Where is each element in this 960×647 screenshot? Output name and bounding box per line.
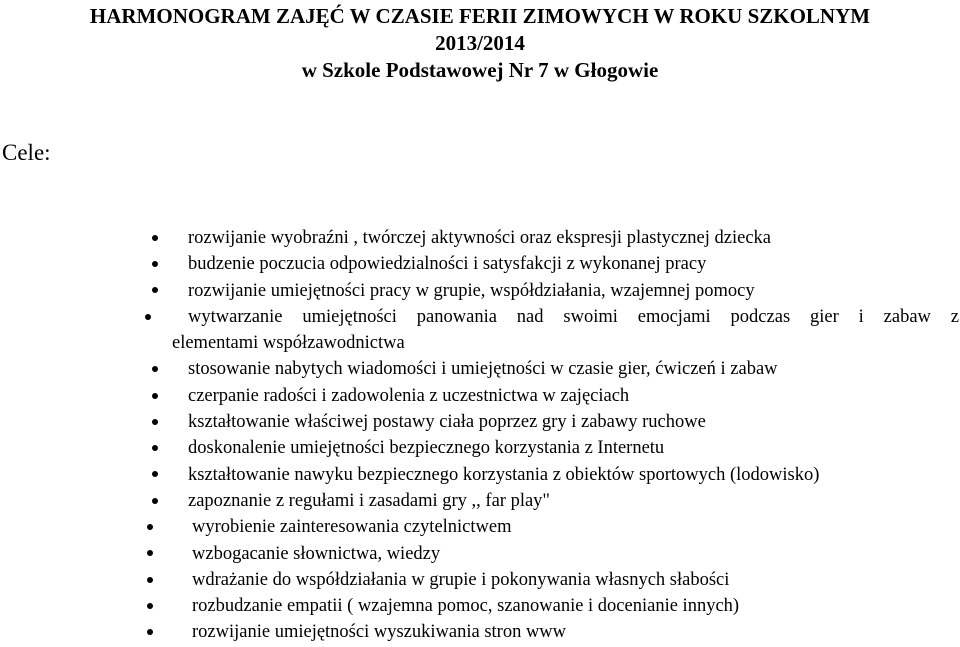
bullet-icon — [140, 593, 160, 619]
bullet-icon — [145, 278, 165, 304]
list-item — [0, 356, 960, 382]
list-item-text: rozwijanie umiejętności pracy w grupie, współdziałania, wzajemnej pomocy — [188, 280, 755, 301]
bullet-icon — [145, 488, 165, 514]
title-line-3: w Szkole Podstawowej Nr 7 w Głogowie — [301, 58, 659, 82]
bullet-icon — [145, 225, 165, 251]
list-item-text: doskonalenie umiejętności bezpiecznego korzystania z Internetu — [188, 438, 665, 459]
list-item — [0, 304, 959, 330]
list-item-text: rozwijanie wyobraźni , twórczej aktywności oraz ekspresji plastycznej dziecka — [188, 228, 772, 248]
list-item — [0, 278, 960, 304]
document-title — [0, 3, 960, 84]
list-item — [0, 488, 960, 514]
bullet-icon — [145, 462, 165, 488]
list-item — [0, 593, 960, 619]
bullet-icon — [145, 435, 165, 461]
list-item — [0, 225, 960, 251]
bullet-icon — [145, 304, 165, 330]
list-item — [0, 462, 960, 488]
goals-heading: Cele: — [2, 140, 51, 165]
list-item — [0, 514, 960, 540]
bullet-icon — [145, 383, 165, 409]
bullet-icon — [140, 541, 160, 567]
list-item — [0, 383, 960, 409]
list-item-text: rozbudzanie empatii ( wzajemna pomoc, szanowanie i docenianie innych) — [192, 596, 740, 617]
title-line-2: 2013/2014 — [435, 31, 525, 55]
title-line-1: HARMONOGRAM ZAJĘĆ W CZASIE FERII ZIMOWYCH W ROKU SZKOLNYM — [89, 4, 871, 28]
list-item-text: wzbogacanie słownictwa, wiedzy — [192, 543, 441, 564]
list-item-text: zapoznanie z regułami i zasadami gry ,, far play" — [188, 490, 550, 511]
list-item-text: wytwarzanie umiejętności panowania nad swoimi emocjami podczas gier i zabaw z — [188, 306, 959, 327]
list-item-text: wdrażanie do współdziałania w grupie i pokonywania własnych słabości — [192, 569, 730, 590]
list-item-text: czerpanie radości i zadowolenia z uczestnictwa w zajęciach — [188, 385, 630, 406]
list-item-text: kształtowanie właściwej postawy ciała poprzez gry i zabawy ruchowe — [188, 412, 706, 433]
list-item — [0, 251, 960, 277]
list-item-text: stosowanie nabytych wiadomości i umiejętności w czasie gier, ćwiczeń i zabaw — [188, 359, 778, 380]
bullet-icon — [145, 409, 165, 435]
bullet-icon — [145, 251, 165, 277]
list-item-text: elementami współzawodnictwa — [172, 333, 405, 354]
bullet-icon — [145, 356, 165, 382]
goals-list — [0, 225, 960, 646]
list-item — [0, 619, 960, 645]
list-item-continuation — [0, 330, 960, 356]
list-item — [0, 541, 960, 567]
list-item — [0, 567, 960, 593]
bullet-icon — [140, 567, 160, 593]
list-item-text: budzenie poczucia odpowiedzialności i satysfakcji z wykonanej pracy — [188, 254, 707, 275]
list-item — [0, 435, 960, 461]
list-item — [0, 409, 960, 435]
list-item-text: wyrobienie zainteresowania czytelnictwem — [192, 517, 512, 538]
list-item-text: kształtowanie nawyku bezpiecznego korzystania z obiektów sportowych (lodowisko) — [188, 464, 820, 485]
list-item-text: rozwijanie umiejętności wyszukiwania stron www — [192, 622, 567, 643]
bullet-icon — [140, 514, 160, 540]
bullet-icon — [140, 619, 160, 645]
